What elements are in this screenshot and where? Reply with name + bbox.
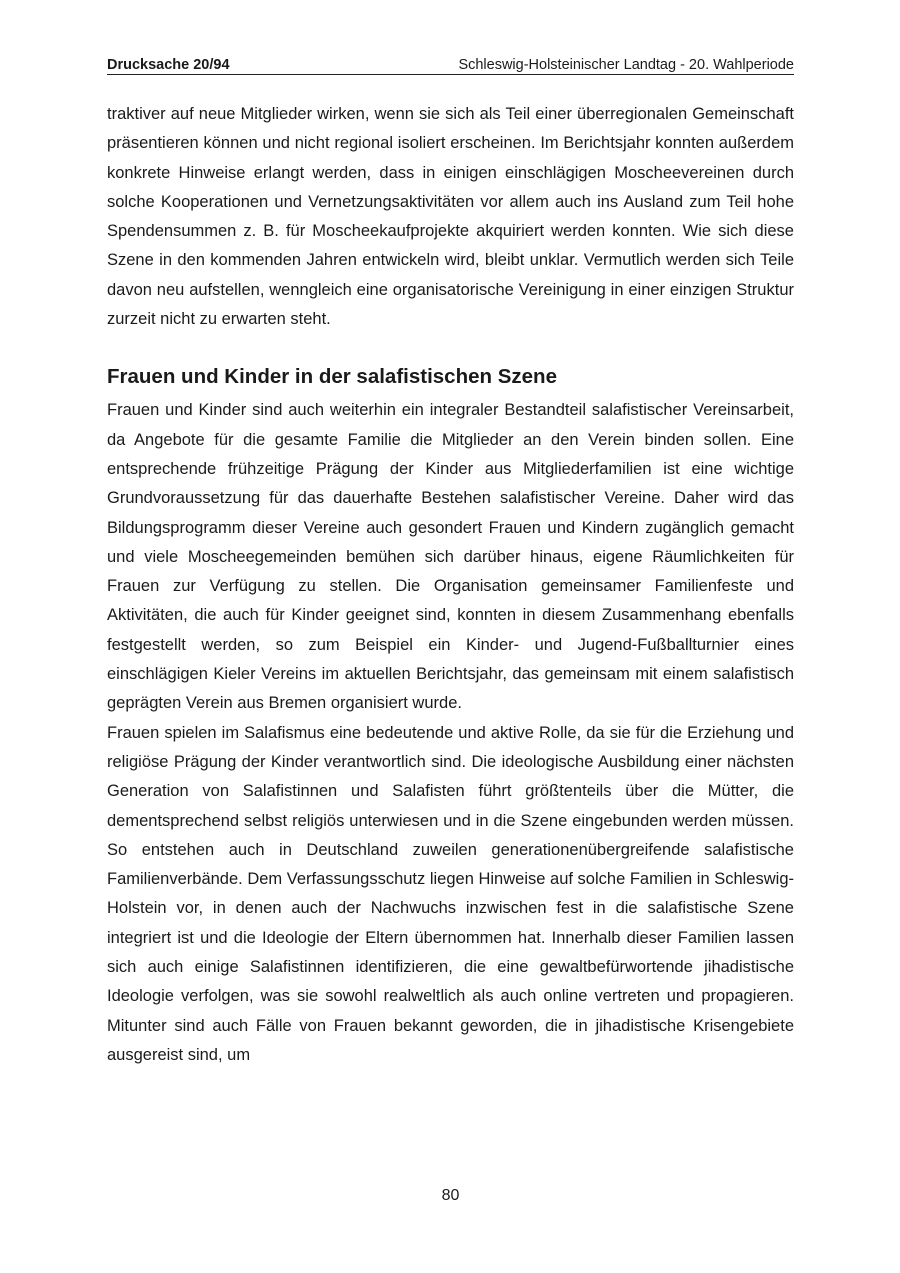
parliament-period: Schleswig-Holsteinischer Landtag - 20. Wahlperiode	[458, 57, 794, 73]
page-number: 80	[441, 1187, 460, 1204]
section-heading: Frauen und Kinder in der salafistischen Szene	[107, 365, 557, 389]
paragraph-1: Frauen und Kinder sind auch weiterhin ein integraler Bestandteil salafistischer Vereinsarbeit, da Angebote für die gesamte Familie die Mitglieder an den Verein binden sollen. Eine entsprechende frühzeitige Prägung der Kinder aus Mitgliederfamilien ist eine wichtige Grundvoraussetzung für das dauerhafte Bestehen salafistischer Vereine. Daher wird das Bildungsprogramm dieser Vereine auch gesondert Frauen und Kindern zugänglich gemacht und viele Moscheegemeinden bemühen sich darüber hinaus, eigene Räumlichkeiten für Frauen zur Verfügung zu stellen. Die Organisation gemeinsamer Familienfeste und Aktivitäten, die auch für Kinder geeignet sind, konnten in diesem Zusammenhang ebenfalls festgestellt werden, so zum Beispiel ein Kinder- und Jugend-Fußballturnier eines einschlägigen Kieler Vereins im aktuellen Berichtsjahr, das gemeinsam mit einem salafistisch geprägten Verein aus Bremen organisiert wurde.	[107, 401, 794, 713]
page-header	[107, 52, 794, 75]
document-page	[107, 0, 794, 1273]
document-body	[107, 100, 794, 1070]
intro-paragraph: traktiver auf neue Mitglieder wirken, wenn sie sich als Teil einer überregionalen Gemeinschaft präsentieren können und nicht regional isoliert erscheinen. Im Berichtsjahr konnten außerdem konkrete Hinweise erlangt werden, dass in einigen einschlägigen Moscheevereinen durch solche Kooperationen und Vernetzungsaktivitäten vor allem auch ins Ausland zum Teil hohe Spendensummen z. B. für Moscheekaufprojekte akquiriert werden konnten. Wie sich diese Szene in den kommenden Jahren entwickeln wird, bleibt unklar. Vermutlich werden sich Teile davon neu aufstellen, wenngleich eine organisatorische Vereinigung in einer einzigen Struktur zurzeit nicht zu erwarten steht.	[107, 105, 794, 329]
document-number: Drucksache 20/94	[107, 57, 230, 73]
paragraph-2: Frauen spielen im Salafismus eine bedeutende und aktive Rolle, da sie für die Erziehung und religiöse Prägung der Kinder verantwortlich sind. Die ideologische Ausbildung einer nächsten Generation von Salafistinnen und Salafisten führt größtenteils über die Mütter, die dementsprechend selbst religiös unterwiesen und in die Szene eingebunden werden müssen. So entstehen auch in Deutschland zuweilen generationenübergreifende salafistische Familienverbände. Dem Verfassungsschutz liegen Hinweise auf solche Familien in Schleswig-Holstein vor, in denen auch der Nachwuchs inzwischen fest in die salafistische Szene integriert ist und die Ideologie der Eltern übernommen hat. Innerhalb dieser Familien lassen sich auch einige Salafistinnen identifizieren, die eine gewaltbefürwortende jihadistische Ideologie verfolgen, was sie sowohl realweltlich als auch online vertreten und propagieren. Mitunter sind auch Fälle von Frauen bekannt geworden, die in jihadistische Krisengebiete ausgereist sind, um	[107, 723, 794, 1064]
